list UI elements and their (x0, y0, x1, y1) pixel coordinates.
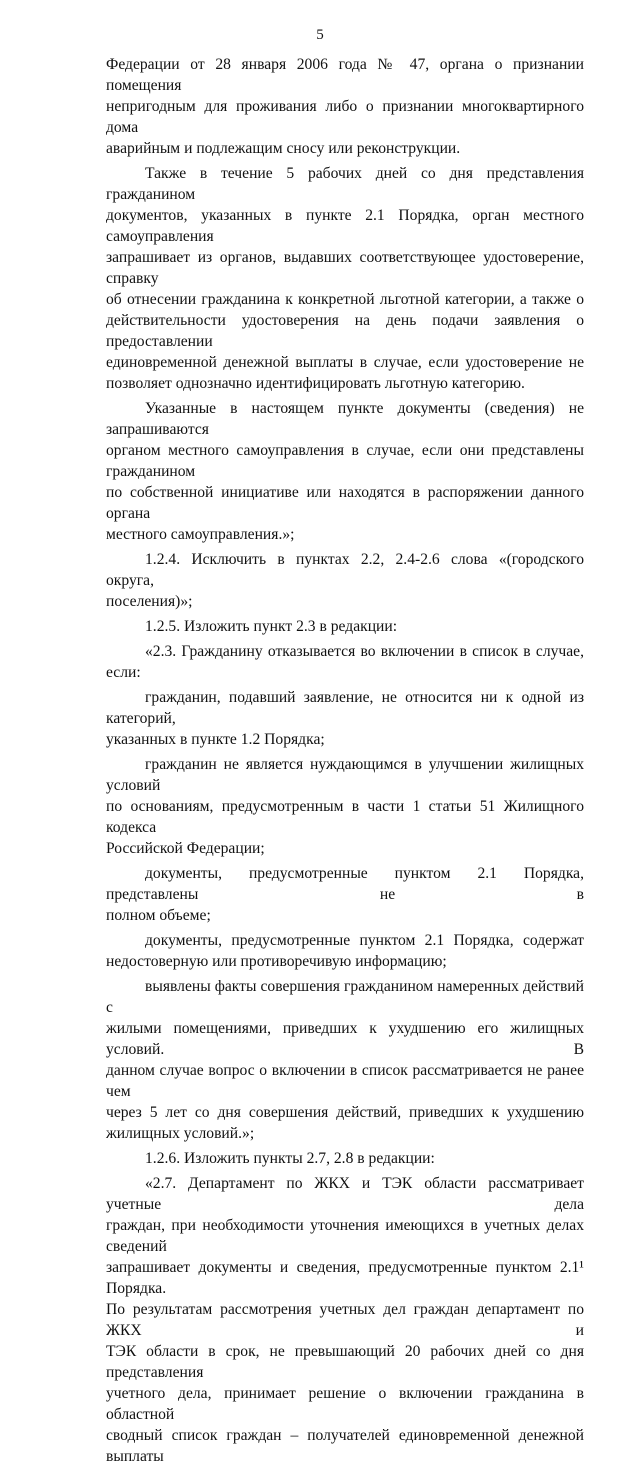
paragraph-p12 (106, 1148, 584, 1169)
text-line: данном случае вопрос о включении в список рассматривается не ранее чем (106, 1062, 584, 1100)
text-line: непригодным для проживания либо о признании многоквартирного дома (106, 98, 584, 136)
text-line: недостоверную или противоречивую информацию; (106, 953, 447, 970)
paragraph-p8 (106, 754, 584, 859)
text-line: указанных в пункте 1.2 Порядка; (106, 731, 325, 748)
text-line: полном объеме; (106, 907, 211, 924)
text-line: местного самоуправления.»; (106, 526, 295, 543)
text-line: учетного дела, принимает решение о включении гражданина в областной (106, 1385, 584, 1423)
text-line: 1.2.5. Изложить пункт 2.3 в редакции: (145, 618, 398, 635)
text-line: граждан, при необходимости уточнения имеющихся в учетных делах сведений (106, 1217, 584, 1255)
paragraph-p9 (106, 863, 584, 926)
document-body (106, 54, 584, 1471)
paragraph-p2 (106, 163, 584, 394)
text-line: Указанные в настоящем пункте документы (сведения) не запрашиваются (106, 400, 584, 438)
text-line: сводный список граждан – получателей единовременной денежной выплаты (106, 1427, 584, 1465)
text-line: действительности удостоверения на день подачи заявления о предоставлении (106, 312, 584, 350)
text-line: «2.3. Гражданину отказывается во включении в список в случае, если: (106, 643, 584, 681)
text-line: запрашивает документы и сведения, предусмотренные пунктом 2.1¹ Порядка. (106, 1259, 584, 1297)
text-line: единовременной денежной выплаты в случае, если удостоверение не (106, 354, 584, 371)
paragraph-p1 (106, 54, 584, 159)
text-line: по собственной инициативе или находятся в распоряжении данного органа (106, 484, 584, 522)
paragraph-p5 (106, 616, 584, 637)
paragraph-p10 (106, 930, 584, 972)
text-line: 1.2.6. Изложить пункты 2.7, 2.8 в редакции: (145, 1150, 435, 1167)
text-line: Также в течение 5 рабочих дней со дня представления гражданином (106, 165, 584, 203)
paragraph-p6 (106, 641, 584, 683)
text-line: гражданин, подавший заявление, не относится ни к одной из категорий, (106, 689, 584, 727)
paragraph-p13 (106, 1173, 584, 1467)
paragraph-p7 (106, 687, 584, 750)
text-line: по основаниям, предусмотренным в части 1 статьи 51 Жилищного кодекса (106, 798, 584, 836)
text-line: запрашивает из органов, выдавших соответствующее удостоверение, справку (106, 249, 584, 287)
text-line: поселения)»; (106, 593, 193, 610)
paragraph-p3 (106, 398, 584, 545)
text-line: документов, указанных в пункте 2.1 Порядка, орган местного самоуправления (106, 207, 584, 245)
text-line: гражданин не является нуждающимся в улучшении жилищных условий (106, 756, 584, 794)
text-line: выявлены факты совершения гражданином намеренных действий с (106, 978, 584, 1016)
text-line: документы, предусмотренные пунктом 2.1 Порядка, представлены не в (106, 865, 584, 903)
page-number: 5 (316, 27, 324, 43)
text-line: позволяет однозначно идентифицировать льготную категорию. (106, 375, 525, 392)
text-line: жилищных условий.»; (106, 1125, 255, 1142)
text-line: Федерации от 28 января 2006 года № 47, органа о признании помещения (106, 56, 584, 94)
text-line: ТЭК области в срок, не превышающий 20 рабочих дней со дня представления (106, 1343, 584, 1381)
text-line: Российской Федерации; (106, 840, 265, 857)
text-line: «2.7. Департамент по ЖКХ и ТЭК области рассматривает учетные дела (106, 1175, 584, 1213)
text-line: органом местного самоуправления в случае, если они представлены гражданином (106, 442, 584, 480)
text-line: 1.2.4. Исключить в пунктах 2.2, 2.4-2.6 слова «(городского округа, (106, 551, 584, 589)
text-line: жилыми помещениями, приведших к ухудшению его жилищных условий. В (106, 1020, 584, 1058)
text-line: через 5 лет со дня совершения действий, приведших к ухудшению (106, 1104, 584, 1121)
text-line: об отнесении гражданина к конкретной льготной категории, а также о (106, 291, 584, 308)
text-line: документы, предусмотренные пунктом 2.1 Порядка, содержат (145, 932, 584, 949)
paragraph-p11 (106, 976, 584, 1144)
paragraph-p4 (106, 549, 584, 612)
text-line: По результатам рассмотрения учетных дел граждан департамент по ЖКХ и (106, 1301, 584, 1339)
text-line: аварийным и подлежащим сносу или реконструкции. (106, 140, 461, 157)
